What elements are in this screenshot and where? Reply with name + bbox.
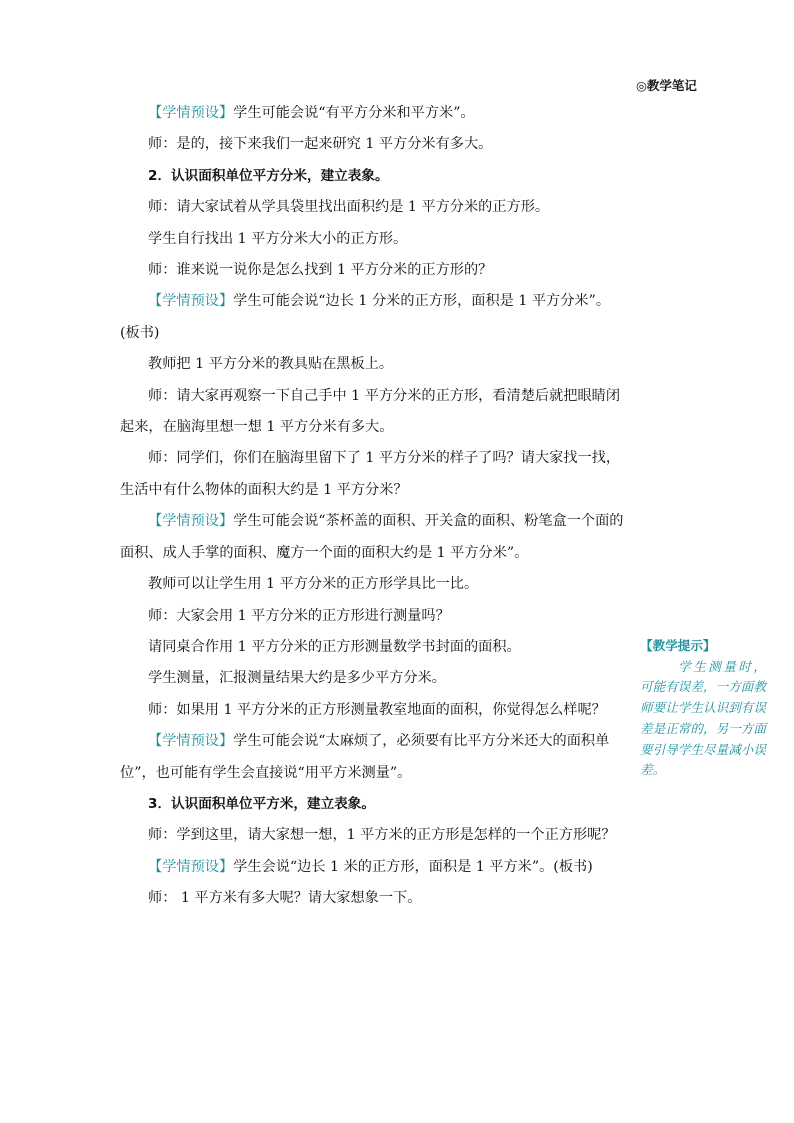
paragraph: 师： 1 平方米有多大呢？请大家想象一下。 [148,890,422,907]
section-heading: 2．认识面积单位平方分米，建立表象。 [148,167,389,184]
paragraph: 师：大家会用 1 平方分米的正方形进行测量吗？ [148,607,450,624]
teaching-tip [640,636,766,781]
student-prediction-tag: 【学情预设】 [148,105,234,121]
teaching-notes-header: ◎教学笔记 [636,78,697,93]
teaching-tip-body: 学生测量时，可能有误差，一方面教师要让学生认识到有误差是正常的，另一方面要引导学生尽量减小误差。 [640,658,766,778]
section-heading: 3．认识面积单位平方米，建立表象。 [148,795,375,812]
paragraph: 学生自行找出 1 平方分米大小的正方形。 [148,230,408,247]
lesson-content [120,98,626,915]
paragraph: 教师可以让学生用 1 平方分米的正方形学具比一比。 [148,576,479,593]
paragraph: 学生测量，汇报测量结果大约是多少平方分米。 [148,670,446,687]
paragraph: 师：如果用 1 平方分米的正方形测量教室地面的面积，你觉得怎么样呢？ [148,701,606,718]
paragraph: 【学情预设】学生可能会说“边长 1 分米的正方形，面积是 1 平方分米”。(板书) [120,293,611,341]
paragraph: 师：谁来说一说你是怎么找到 1 平方分米的正方形的？ [148,262,493,279]
paragraph: 师：请大家试着从学具袋里找出面积约是 1 平方分米的正方形。 [148,199,550,216]
paragraph: 【学情预设】学生可能会说“太麻烦了，必须要有比平方分米还大的面积单位”，也可能有学生会直接说“用平方米测量”。 [120,733,610,781]
paragraph: 师：请大家再观察一下自己手中 1 平方分米的正方形，看清楚后就把眼睛闭起来，在脑海里想一想 1 平方分米有多大。 [120,387,621,436]
student-prediction-tag: 【学情预设】 [148,293,234,310]
paragraph: 师：学到这里，请大家想一想，1 平方米的正方形是怎样的一个正方形呢？ [148,827,616,844]
teaching-tip-title: 【教学提示】 [640,638,716,653]
student-prediction-tag: 【学情预设】 [148,858,234,875]
paragraph: 师：是的，接下来我们一起来研究 1 平方分米有多大。 [148,136,493,153]
paragraph: 请同桌合作用 1 平方分米的正方形测量数学书封面的面积。 [148,638,521,655]
student-prediction-tag: 【学情预设】 [148,513,234,530]
paragraph: 师：同学们，你们在脑海里留下了 1 平方分米的样子了吗？请大家找一找，生活中有什么物体的面积大约是 1 平方分米？ [120,450,621,498]
paragraph: 教师把 1 平方分米的教具贴在黑板上。 [148,356,394,373]
paragraph: 【学情预设】学生可能会说“有平方分米和平方米”。 [148,105,475,121]
student-prediction-tag: 【学情预设】 [148,733,234,750]
paragraph: 【学情预设】学生可能会说“茶杯盖的面积、开关盒的面积、粉笔盒一个面的面积、成人手掌的面积、魔方一个面的面积大约是 1 平方分米”。 [120,513,624,561]
paragraph: 【学情预设】学生会说“边长 1 米的正方形，面积是 1 平方米”。(板书) [148,858,593,875]
